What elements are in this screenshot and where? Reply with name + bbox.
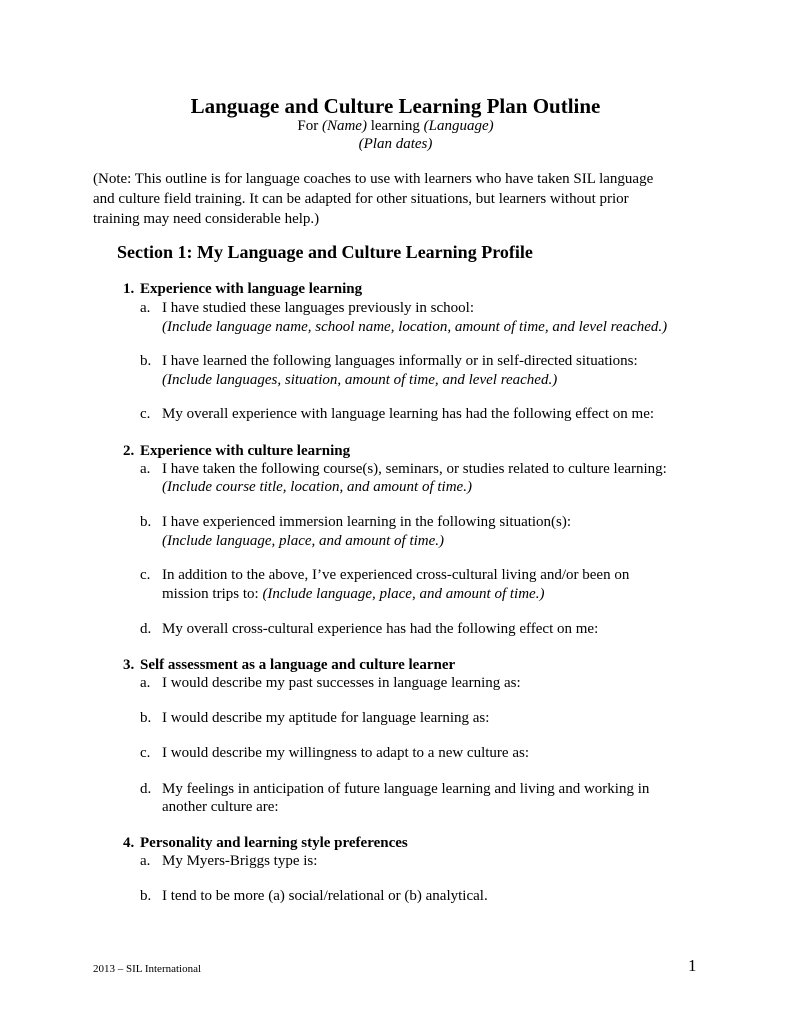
sub-letter: a. bbox=[140, 461, 151, 477]
subtitle-name: (Name) bbox=[321, 118, 367, 134]
item-number: 2. bbox=[123, 443, 135, 459]
sub-letter: d. bbox=[140, 781, 152, 797]
sub-text: I have learned the following languages informally or in self-directed situations: bbox=[162, 353, 638, 369]
sub-text: I would describe my aptitude for language learning as: bbox=[162, 710, 490, 726]
sub-text-continued bbox=[162, 585, 544, 604]
sub-letter: b. bbox=[140, 514, 152, 530]
sub-hint: (Include language, place, and amount of time.) bbox=[162, 533, 445, 549]
footer-copyright: 2013 – SIL International bbox=[93, 963, 202, 975]
sub-text: My overall cross-cultural experience has had the following effect on me: bbox=[162, 621, 599, 637]
sub-text: In addition to the above, I’ve experienced cross-cultural living and/or been on bbox=[162, 567, 630, 583]
sub-text: I have taken the following course(s), seminars, or studies related to culture learning: bbox=[162, 461, 667, 477]
sub-text-continued: another culture are: bbox=[162, 799, 279, 815]
item-heading: Experience with culture learning bbox=[140, 443, 351, 459]
sub-text: I would describe my past successes in language learning as: bbox=[162, 675, 521, 691]
sub-letter: c. bbox=[140, 567, 151, 583]
item-heading: Experience with language learning bbox=[140, 281, 363, 297]
page-number: 1 bbox=[688, 956, 697, 975]
subtitle-learning: learning bbox=[370, 118, 420, 134]
sub-letter: d. bbox=[140, 621, 152, 637]
sub-text: I have experienced immersion learning in the following situation(s): bbox=[162, 514, 572, 530]
note-line: (Note: This outline is for language coaches to use with learners who have taken SIL language bbox=[93, 171, 654, 187]
sub-hint: (Include course title, location, and amount of time.) bbox=[162, 479, 472, 495]
sub-letter: a. bbox=[140, 853, 151, 869]
sub-text: I tend to be more (a) social/relational or (b) analytical. bbox=[162, 888, 488, 904]
sub-text: My overall experience with language learning has had the following effect on me: bbox=[162, 406, 655, 422]
subtitle-language: (Language) bbox=[423, 118, 494, 134]
sub-hint: (Include language name, school name, location, amount of time, and level reached.) bbox=[162, 319, 668, 335]
item-heading: Personality and learning style preferences bbox=[140, 835, 408, 851]
sub-text: I would describe my willingness to adapt to a new culture as: bbox=[162, 745, 529, 761]
subtitle-line bbox=[0, 117, 791, 135]
sub-hint: (Include languages, situation, amount of time, and level reached.) bbox=[162, 372, 558, 388]
subtitle-for: For bbox=[297, 118, 319, 134]
sub-hint: (Include language, place, and amount of time.) bbox=[262, 586, 545, 602]
sub-text-part: mission trips to: bbox=[162, 586, 259, 602]
note-line: and culture field training. It can be adapted for other situations, but learners without prior bbox=[93, 191, 629, 207]
sub-letter: b. bbox=[140, 353, 152, 369]
section-heading: Section 1: My Language and Culture Learning Profile bbox=[117, 242, 533, 262]
item-number: 4. bbox=[123, 835, 135, 851]
sub-letter: a. bbox=[140, 675, 151, 691]
plan-dates: (Plan dates) bbox=[358, 136, 433, 152]
sub-letter: b. bbox=[140, 888, 152, 904]
note-paragraph bbox=[93, 169, 693, 229]
note-line: training may need considerable help.) bbox=[93, 211, 320, 227]
item-number: 1. bbox=[123, 281, 135, 297]
sub-text: My feelings in anticipation of future language learning and living and working in bbox=[162, 781, 650, 797]
item-number: 3. bbox=[123, 657, 135, 673]
sub-letter: c. bbox=[140, 745, 151, 761]
sub-text: I have studied these languages previously in school: bbox=[162, 300, 475, 316]
document-title: Language and Culture Learning Plan Outline bbox=[190, 94, 601, 118]
sub-letter: b. bbox=[140, 710, 152, 726]
item-heading: Self assessment as a language and culture learner bbox=[140, 657, 456, 673]
sub-letter: c. bbox=[140, 406, 151, 422]
sub-letter: a. bbox=[140, 300, 151, 316]
sub-text: My Myers-Briggs type is: bbox=[162, 853, 318, 869]
